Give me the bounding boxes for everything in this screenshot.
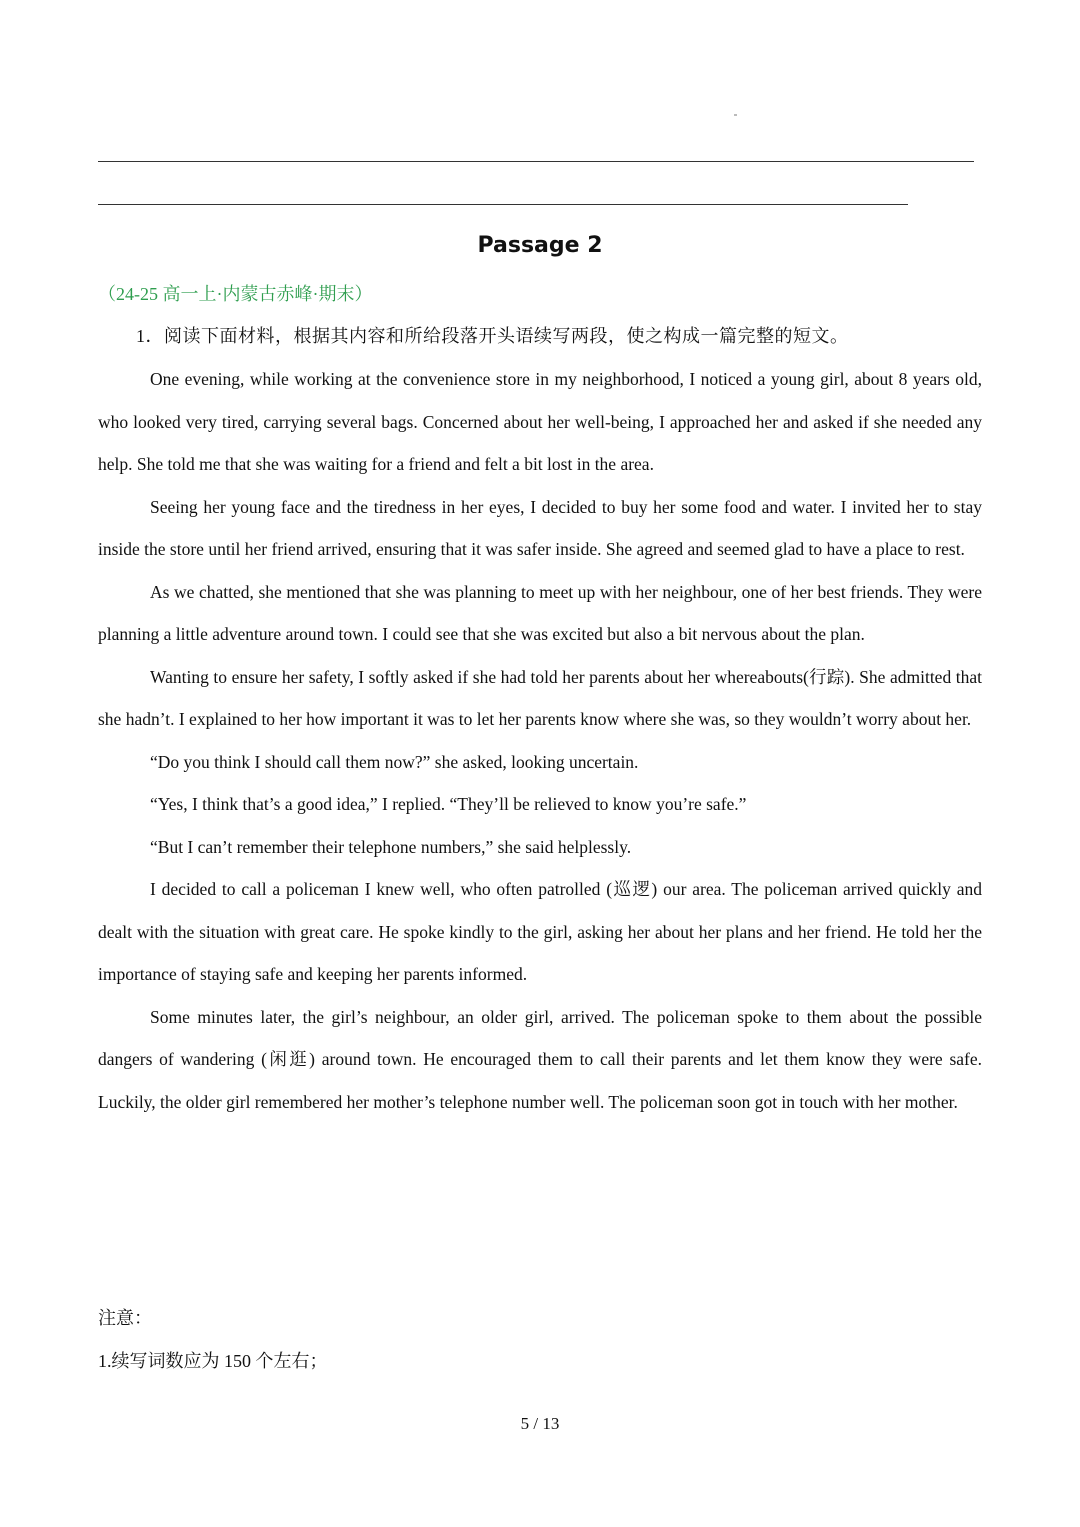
paragraph: One evening, while working at the convenience store in my neighborhood, I noticed a young girl, about 8 years old, who looked very tired, carrying several bags. Concerned about her well-being, I approached her and asked if she needed any help. She told me that she was waiting for a friend and felt a bit lost in the area. <box>98 369 982 474</box>
paragraph: Some minutes later, the girl’s neighbour, an older girl, arrived. The policeman spoke to them about the possible dangers of wandering (闲逛) around town. He encouraged them to call their parents and let them know they were safe. Luckily, the older girl remembered her mother’s telephone number well. The policeman soon got in touch with her mother. <box>98 1006 982 1112</box>
notes-section <box>98 1297 328 1382</box>
paragraph: “But I can’t remember their telephone numbers,” she said helplessly. <box>150 836 632 857</box>
passage-heading: Passage 2 <box>477 233 603 258</box>
question-source: （24-25 高一上·内蒙古赤峰·期末） <box>98 284 373 304</box>
answer-line-2 <box>98 204 908 205</box>
paragraph: I decided to call a policeman I knew well, who often patrolled (巡逻) our area. The policeman arrived quickly and dealt with the situation with great care. He spoke kindly to the girl, asking her about her plans and her friend. He told her the importance of staying safe and keeping her parents informed. <box>98 879 982 984</box>
passage-body <box>98 358 982 1123</box>
notes-item: 1.续写词数应为 150 个左右； <box>98 1350 328 1371</box>
task-instruction: 1．阅读下面材料，根据其内容和所给段落开头语续写两段，使之构成一篇完整的短文。 <box>136 326 849 346</box>
paragraph: “Yes, I think that’s a good idea,” I replied. “They’ll be relieved to know you’re safe.” <box>150 794 747 814</box>
paragraph: As we chatted, she mentioned that she was planning to meet up with her neighbour, one of her best friends. They were planning a little adventure around town. I could see that she was excited but also a bit nervous about the plan. <box>98 581 982 644</box>
notes-label: 注意： <box>98 1308 152 1328</box>
scan-speck <box>734 114 737 116</box>
answer-line-1 <box>98 161 974 162</box>
paragraph: Seeing her young face and the tiredness in her eyes, I decided to buy her some food and water. I invited her to stay inside the store until her friend arrived, ensuring that it was safer inside. She agreed and seemed glad to have a place to rest. <box>98 496 982 559</box>
paragraph: Wanting to ensure her safety, I softly asked if she had told her parents about her whereabouts(行踪). She admitted that she hadn’t. I explained to her how important it was to let her parents know where she was, so they wouldn’t worry about her. <box>98 666 982 729</box>
page-number: 5 / 13 <box>520 1414 560 1433</box>
paragraph: “Do you think I should call them now?” she asked, looking uncertain. <box>150 751 639 772</box>
